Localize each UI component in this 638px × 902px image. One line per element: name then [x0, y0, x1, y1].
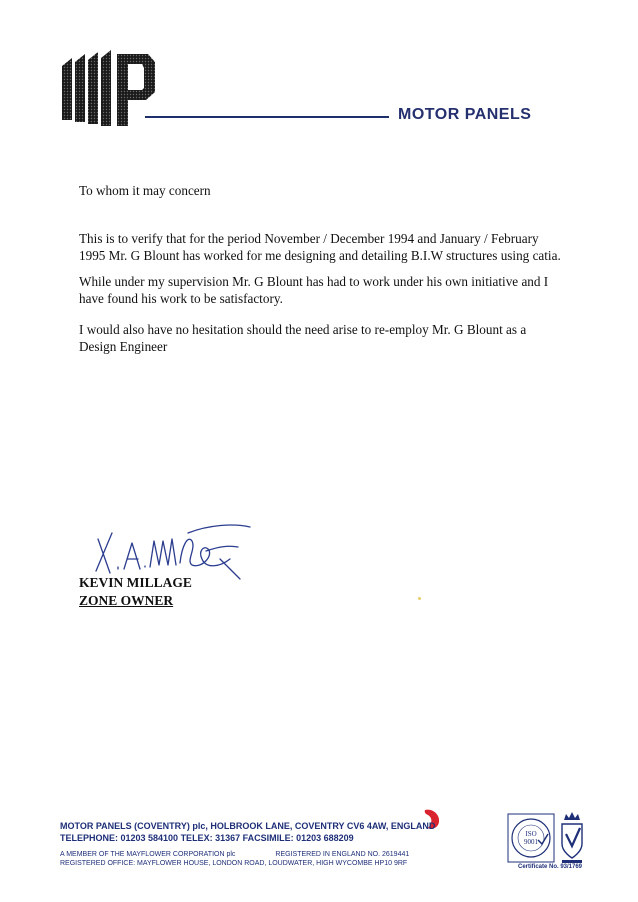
- signer-block: [79, 574, 192, 610]
- certificate-number: Certificate No. 93/1769: [517, 864, 583, 870]
- footer-company-address: MOTOR PANELS (COVENTRY) plc, HOLBROOK LANE, COVENTRY CV6 4AW, ENGLAND: [60, 821, 436, 831]
- footer-registration: [60, 850, 460, 859]
- svg-text:9001: 9001: [524, 838, 538, 846]
- footer-registered-number: REGISTERED IN ENGLAND NO. 2619441: [275, 851, 410, 858]
- paragraph-reemploy: I would also have no hesitation should the need arise to re-employ Mr. G Blount as a Design Engineer: [79, 322, 527, 354]
- footer: [60, 820, 460, 868]
- paragraph-period: This is to verify that for the period November / December 1994 and January / February 1995 Mr. G Blount has worked for me designing and detailing B.I.W structures using catia.: [79, 231, 561, 263]
- footer-registered-office: REGISTERED OFFICE: MAYFLOWER HOUSE, LONDON ROAD, LOUDWATER, HIGH WYCOMBE HP10 9RF: [60, 860, 408, 867]
- signer-name: KEVIN MILLAGE: [79, 575, 192, 590]
- salutation: To whom it may concern: [79, 183, 211, 198]
- footer-member: A MEMBER OF THE MAYFLOWER CORPORATION plc: [60, 851, 236, 858]
- paragraph-supervision: While under my supervision Mr. G Blount has had to work under his own initiative and I have found his work to be satisfactory.: [79, 274, 549, 306]
- brand-name: MOTOR PANELS: [398, 106, 532, 123]
- signer-title: ZONE OWNER: [79, 593, 174, 608]
- paper-speck: [418, 597, 421, 600]
- footer-contact: TELEPHONE: 01203 584100 TELEX: 31367 FACSIMILE: 01203 688209: [60, 833, 354, 843]
- motor-panels-logo: [60, 48, 155, 128]
- svg-text:ISO: ISO: [525, 830, 537, 838]
- letterhead-rule: [145, 116, 389, 118]
